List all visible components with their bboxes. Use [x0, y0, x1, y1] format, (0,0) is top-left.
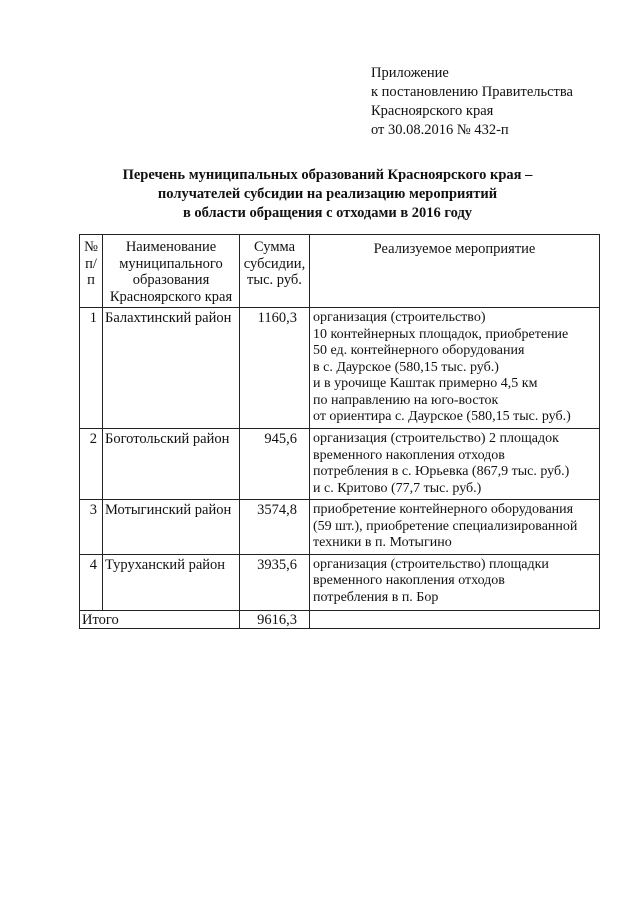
row-name: Балахтинский район — [103, 308, 240, 429]
activity-line: временного накопления отходов — [313, 573, 505, 588]
appendix-line: от 30.08.2016 № 432-п — [371, 122, 509, 138]
header-name-line: Наименование — [125, 239, 217, 255]
activity-line: в с. Даурское (580,15 тыс. руб.) — [313, 359, 499, 375]
appendix-line: Приложение — [371, 65, 449, 81]
title-line: в области обращения с отходами в 2016 году — [182, 205, 473, 221]
row-sum: 3574,8 — [240, 500, 310, 555]
table-row — [80, 500, 600, 555]
row-num: 1 — [80, 308, 103, 429]
header-name — [103, 235, 240, 308]
activity-line: 10 контейнерных площадок, приобретение — [313, 326, 569, 342]
activity-line: 50 ед. контейнерного оборудования — [313, 343, 525, 358]
total-sum: 9616,3 — [240, 610, 310, 629]
activity-line: организация (строительство) — [313, 310, 486, 325]
header-name-line: Красноярского края — [109, 288, 233, 305]
row-name: Мотыгинский район — [103, 500, 240, 555]
row-sum: 945,6 — [240, 429, 310, 500]
total-empty-cell — [310, 610, 600, 629]
row-sum: 3935,6 — [240, 554, 310, 610]
activity-line: временного накопления отходов — [313, 447, 505, 463]
table-header-row — [80, 235, 600, 308]
header-name-line: образования — [132, 272, 210, 288]
activity-line: организация (строительство) 2 площадок — [313, 431, 559, 446]
title-line: Перечень муниципальных образований Красноярского края – — [122, 167, 533, 183]
appendix-line: к постановлению Правительства — [371, 84, 573, 100]
header-activity — [310, 235, 600, 308]
row-num: 3 — [80, 500, 103, 555]
activity-line: потребления в с. Юрьевка (867,9 тыс. руб.) — [313, 464, 570, 479]
row-num: 2 — [80, 429, 103, 500]
activity-line: по направлению на юго-восток — [313, 392, 499, 408]
row-activity — [310, 429, 600, 500]
total-row — [80, 610, 600, 629]
header-sum-line: субсидии, — [243, 255, 306, 272]
activity-line: приобретение контейнерного оборудования — [313, 502, 574, 517]
header-sum-line: тыс. руб. — [247, 272, 302, 288]
header-activity-line: Реализуемое мероприятие — [373, 241, 536, 257]
activity-line: и с. Критово (77,7 тыс. руб.) — [313, 480, 482, 496]
activity-line: (59 шт.), приобретение специализированной — [313, 518, 578, 534]
header-num-line: п/п — [85, 255, 97, 288]
table-row — [80, 554, 600, 610]
activity-line: потребления в п. Бор — [313, 589, 439, 605]
header-num-line: № — [84, 239, 98, 255]
activity-line: от ориентира с. Даурское (580,15 тыс. руб.) — [313, 409, 571, 424]
header-sum — [240, 235, 310, 308]
row-name: Туруханский район — [103, 554, 240, 610]
header-num — [80, 235, 103, 308]
total-label: Итого — [80, 610, 240, 629]
header-name-line: муниципального — [119, 255, 223, 272]
table-row — [80, 429, 600, 500]
row-sum: 1160,3 — [240, 308, 310, 429]
table-row — [80, 308, 600, 429]
activity-line: и в урочище Каштак примерно 4,5 км — [313, 376, 538, 391]
row-num: 4 — [80, 554, 103, 610]
row-activity — [310, 308, 600, 429]
activity-line: организация (строительство) площадки — [313, 556, 549, 572]
title-line: получателей субсидии на реализацию мероприятий — [157, 186, 498, 202]
row-name: Боготольский район — [103, 429, 240, 500]
appendix-line: Красноярского края — [371, 103, 494, 119]
document-title — [60, 166, 595, 223]
row-activity — [310, 554, 600, 610]
header-sum-line: Сумма — [253, 239, 296, 255]
row-activity — [310, 500, 600, 555]
activity-line: техники в п. Мотыгино — [313, 535, 452, 550]
subsidy-table — [79, 234, 600, 629]
appendix-block — [371, 64, 573, 140]
